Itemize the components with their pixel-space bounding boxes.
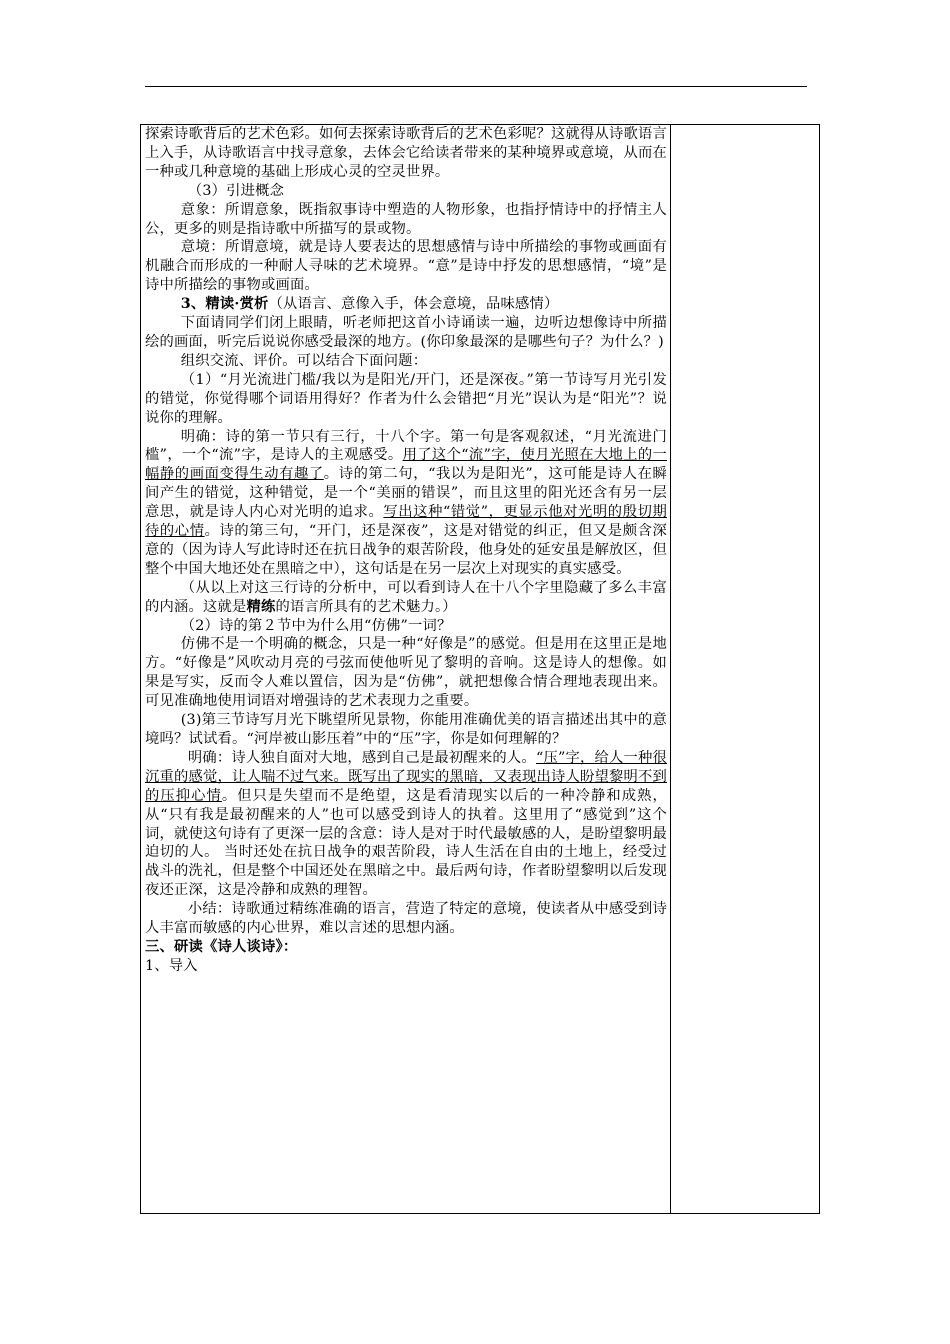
lesson-table bbox=[140, 124, 820, 1214]
subsection-intro: 1、导入 bbox=[145, 957, 198, 974]
answer-3 bbox=[145, 749, 667, 900]
close-reading-subtitle: （从语言、意像入手，体会意境，品味感情） bbox=[268, 296, 559, 313]
question-2: （2）诗的第２节中为什么用“仿佛”一词？ bbox=[180, 617, 452, 634]
lesson-content-cell bbox=[145, 125, 667, 976]
paragraph-intro: 探索诗歌背后的艺术色彩。如何去探索诗歌背后的艺术色彩呢？这就得从诗歌语言上入手，从诗歌语言中找寻意象，去体会它给读者带来的某种境界或意境，从而在一种或几种意境的基础上形成心灵的空灵世界。 bbox=[145, 126, 667, 180]
header-rule bbox=[145, 86, 807, 87]
paragraph-conclusion: 小结：诗歌通过精练准确的语言，营造了特定的意境，使读者从中感受到诗人丰富而敏感的内心世界，难以言述的思想内涵。 bbox=[145, 901, 667, 937]
question-1: （1）“月光流进门槛/我以为是阳光/开门，还是深夜。”第一节诗写月光引发的错觉，你觉得哪个词语用得好？作者为什么会错把“月光”误认为是“阳光”？说说你的理解。 bbox=[145, 371, 667, 426]
question-3: (3)第三节诗写月光下眺望所见景物，你能用准确优美的语言描述出其中的意境吗？试试看。“河岸被山影压着”中的“压”字，你是如何理解的？ bbox=[145, 712, 667, 747]
section-heading-3: 三、研读《诗人谈诗》： bbox=[145, 938, 298, 955]
paragraph-discussion: 组织交流、评价。可以结合下面问题： bbox=[180, 352, 428, 369]
answer-1-underline-2: 写出这种“错觉”，更显示他对光明的殷切期待的心情 bbox=[145, 504, 667, 540]
summary-1-part-a: （从以上对这三行诗的分析中，可以看到诗人在十八个字里隐藏了多么丰富的内涵。这就是 bbox=[145, 579, 667, 615]
answer-1-underline-1: 用了这个“流”字，使月光照在大地上的一幅静的画面变得生动有趣了 bbox=[145, 447, 667, 483]
answer-3-part-b: 。但只是失望而不是绝望，这是看清现实以后的一种冷静和成熟，从“只有我是最初醒来的人”也可以感受到诗人的执着。这里用了“感觉到”这个词，就使这句诗有了更深一层的含意：诗人是对于时代最敏感的人，是盼望黎明最迫切的人。 当时还处在抗日战争的艰苦阶段，诗人生活在自由的土地上，经受过战斗的洗礼，但是整个中国还处在黑暗之中。最后两句诗，作者盼望黎明以后发现夜还正深，这是冷静和成熟的理智。 bbox=[145, 787, 668, 899]
paragraph-reading-instruction: 下面请同学们闭上眼睛，听老师把这首小诗诵读一遍，边听边想像诗中所描绘的画面，听完后说说你感受最深的地方。(你印象最深的是哪些句子？为什么？) bbox=[145, 315, 667, 350]
close-reading-title: 3、精读·赏析 bbox=[180, 296, 269, 313]
answer-2: 仿佛不是一个明确的概念，只是一种“好像是”的感觉。但是用在这里正是地方。“好像是”风吹动月亮的弓弦而使他听见了黎明的音响。这是诗人的想像。如果是写实，反而令人难以置信，因为是“仿佛”，就把想像合情合理地表现出来。可见准确地使用词语对增强诗的艺术表现力之重要。 bbox=[145, 636, 667, 710]
paragraph-imagery-definition: 意象：所谓意象，既指叙事诗中塑造的人物形象，也指抒情诗中的抒情主人公，更多的则是指诗歌中所描写的景或物。 bbox=[145, 201, 667, 237]
summary-1-part-b: 的语言所具有的艺术魅力。） bbox=[275, 598, 457, 615]
answer-1-part-b: 。诗的第二句，“我以为是阳光”，这可能是诗人在瞬间产生的错觉，这种错觉，是一个“美丽的错误”，而且这里的阳光还含有另一层意思，就是诗人内心对光明的追求。 bbox=[145, 466, 667, 521]
heading-close-reading bbox=[145, 295, 667, 314]
heading-introduce-concept: （3）引进概念 bbox=[187, 182, 285, 199]
column-divider bbox=[670, 125, 671, 1213]
answer-3-part-a: 明确：诗人独自面对大地，感到自己是最初醒来的人。 bbox=[187, 749, 536, 766]
answer-1-part-c: 。诗的第三句，“开门，还是深夜”，这是对错觉的纠正，但又是颇含深意的（因为诗人写此诗时还在抗日战争的艰苦阶段，他身处的延安虽是解放区，但整个中国大地还处在黑暗之中），这句话是在另一层次上对现实的真实感受。 bbox=[145, 523, 667, 577]
summary-1-bold: 精练 bbox=[246, 598, 276, 615]
answer-1-part-a: 明确：诗的第一节只有三行，十八个字。第一句是客观叙述，“月光流进门槛”，一个“流”字，是诗人的主观感受。 bbox=[145, 428, 667, 464]
answer-1 bbox=[145, 428, 667, 579]
answer-3-underline: “压”字，给人一种很沉重的感觉，让人喘不过气来。既写出了现实的黑暗，又表现出诗人盼望黎明不到的压抑心情 bbox=[145, 749, 667, 804]
paragraph-artistic-conception-definition: 意境：所谓意境，就是诗人要表达的思想感情与诗中所描绘的事物或画面有机融合而形成的一种耐人寻味的艺术境界。“意”是诗中抒发的思想感情，“境”是诗中所描绘的事物或画面。 bbox=[145, 239, 667, 294]
paragraph-summary-1 bbox=[145, 579, 667, 617]
